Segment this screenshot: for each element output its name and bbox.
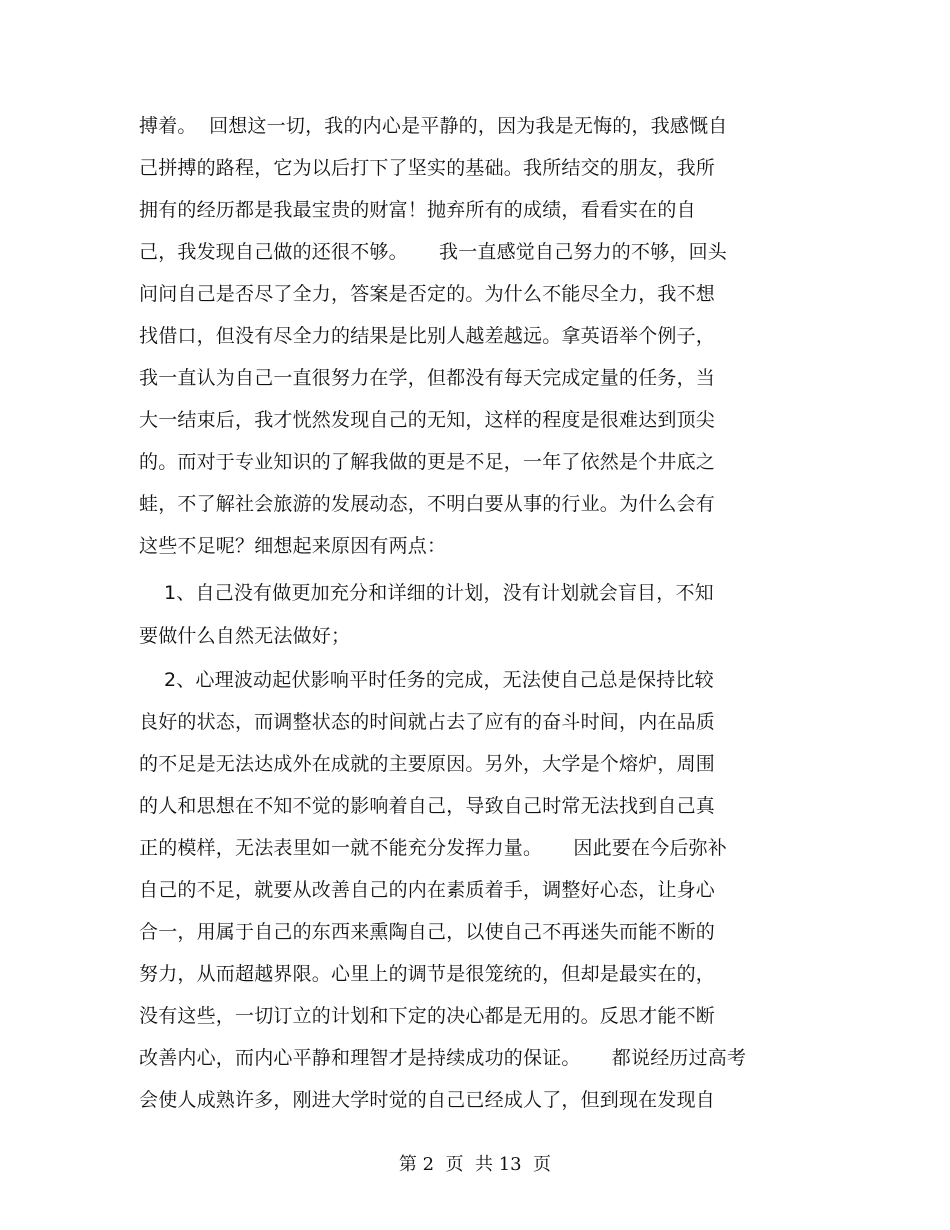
- text-line-22: 没有这些，一切订立的计划和下定的决心都是无用的。反思才能不断: [139, 1005, 716, 1027]
- text-line-6: 找借口，但没有尽全力的结果是比别人越差越远。拿英语举个例子，: [139, 325, 716, 347]
- text-line-17: 的人和思想在不知不觉的影响着自己，导致自己时常无法找到自己真: [139, 795, 716, 817]
- text-line-16: 的不足是无法达成外在成就的主要原因。另外，大学是个熔炉，周围: [139, 753, 716, 775]
- text-line-7: 我一直认为自己一直很努力在学，但都没有每天完成定量的任务，当: [139, 367, 716, 389]
- text-line-5: 问问自己是否尽了全力，答案是否定的。为什么不能尽全力，我不想: [139, 283, 716, 305]
- list-item-1-line-2: 要做什么自然无法做好；: [139, 625, 351, 647]
- text-line-18: 正的模样，无法表里如一就不能充分发挥力量。 因此要在今后弥补: [139, 837, 727, 859]
- text-line-21: 努力，从而超越界限。心里上的调节是很笼统的，但却是最实在的，: [139, 963, 716, 985]
- text-line-11: 这些不足呢？细想起来原因有两点：: [139, 535, 447, 557]
- text-line-1: 搏着。 回想这一切，我的内心是平静的，因为我是无悔的，我感慨自: [139, 115, 728, 137]
- text-line-10: 蛙，不了解社会旅游的发展动态，不明白要从事的行业。为什么会有: [139, 493, 716, 515]
- text-line-24: 会使人成熟许多，刚进大学时觉的自己已经成人了，但到现在发现自: [139, 1089, 716, 1111]
- text-line-23: 改善内心，而内心平静和理智才是持续成功的保证。 都说经历过高考: [139, 1047, 747, 1069]
- text-line-19: 自己的不足，就要从改善自己的内在素质着手，调整好心态，让身心: [139, 879, 716, 901]
- text-line-15: 良好的状态，而调整状态的时间就占去了应有的奋斗时间，内在品质: [139, 711, 716, 733]
- text-line-9: 的。而对于专业知识的了解我做的更是不足，一年了依然是个井底之: [139, 451, 716, 473]
- list-item-1-line-1: 1、自己没有做更加充分和详细的计划，没有计划就会盲目，不知: [139, 582, 714, 604]
- text-line-8: 大一结束后，我才恍然发现自己的无知，这样的程度是很难达到顶尖: [139, 409, 716, 431]
- list-item-2-line-1: 2、心理波动起伏影响平时任务的完成，无法使自己总是保持比较: [139, 669, 714, 691]
- text-line-2: 己拼搏的路程，它为以后打下了坚实的基础。我所结交的朋友，我所: [139, 157, 716, 179]
- page-number-footer: 第 2 页 共 13 页: [398, 1154, 552, 1175]
- text-line-3: 拥有的经历都是我最宝贵的财富！抛弃所有的成绩，看看实在的自: [139, 199, 696, 221]
- text-line-20: 合一，用属于自己的东西来熏陶自己，以使自己不再迷失而能不断的: [139, 921, 716, 943]
- text-line-4: 己，我发现自己做的还很不够。 我一直感觉自己努力的不够，回头: [139, 241, 727, 263]
